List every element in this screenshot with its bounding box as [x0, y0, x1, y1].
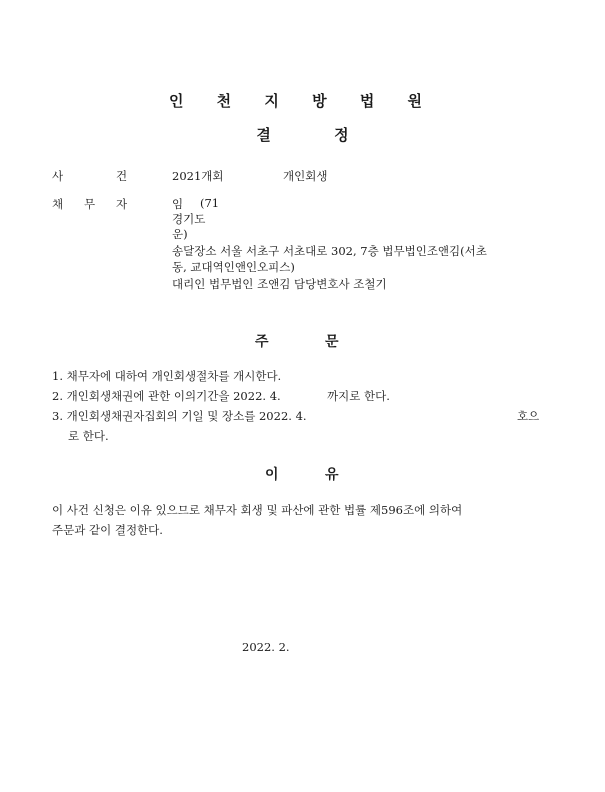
order-heading-1: 주	[255, 334, 269, 350]
debtor-address-1: 경기도	[172, 212, 206, 226]
agent-line: 대리인 법무법인 조앤김 담당변호사 조철기	[172, 277, 387, 291]
order-item-3: 3. 개인회생채권자집회의 기일 및 장소를 2022. 4.	[52, 409, 307, 423]
debtor-label-1: 채	[52, 197, 64, 211]
debtor-label-2: 무	[84, 197, 96, 211]
order-item-2: 2. 개인회생채권에 관한 이의기간을 2022. 4.	[52, 389, 281, 403]
decision-title: 결 정	[256, 126, 349, 144]
order-item-3-end: 호으	[517, 409, 540, 423]
order-item-3-cont: 로 한다.	[68, 429, 109, 443]
case-type: 개인회생	[283, 169, 328, 183]
reason-line-2: 주문과 같이 결정한다.	[52, 523, 163, 537]
order-heading-2: 문	[325, 334, 339, 350]
debtor-id: (71	[200, 196, 220, 210]
delivery-place-2: 동, 교대역인앤인오피스)	[172, 260, 295, 274]
order-item-1: 1. 채무자에 대하여 개인회생절차를 개시한다.	[52, 369, 282, 383]
debtor-name: 임	[172, 197, 184, 211]
case-label-2: 건	[116, 169, 128, 183]
order-item-2-end: 까지로 한다.	[327, 389, 390, 403]
delivery-place-1: 송달장소 서울 서초구 서초대로 302, 7층 법무법인조앤김(서초	[172, 244, 487, 258]
case-number: 2021개회	[172, 169, 224, 183]
decision-date: 2022. 2.	[242, 640, 290, 654]
court-name: 인 천 지 방 법 원	[168, 92, 437, 110]
reason-line-1: 이 사건 신청은 이유 있으므로 채무자 회생 및 파산에 관한 법률 제596조에 의하여	[52, 503, 463, 517]
reason-heading-1: 이	[265, 467, 279, 483]
case-label-1: 사	[52, 169, 64, 183]
debtor-label-3: 자	[116, 197, 128, 211]
reason-heading-2: 유	[325, 467, 339, 483]
debtor-address-2: 운)	[172, 227, 188, 241]
